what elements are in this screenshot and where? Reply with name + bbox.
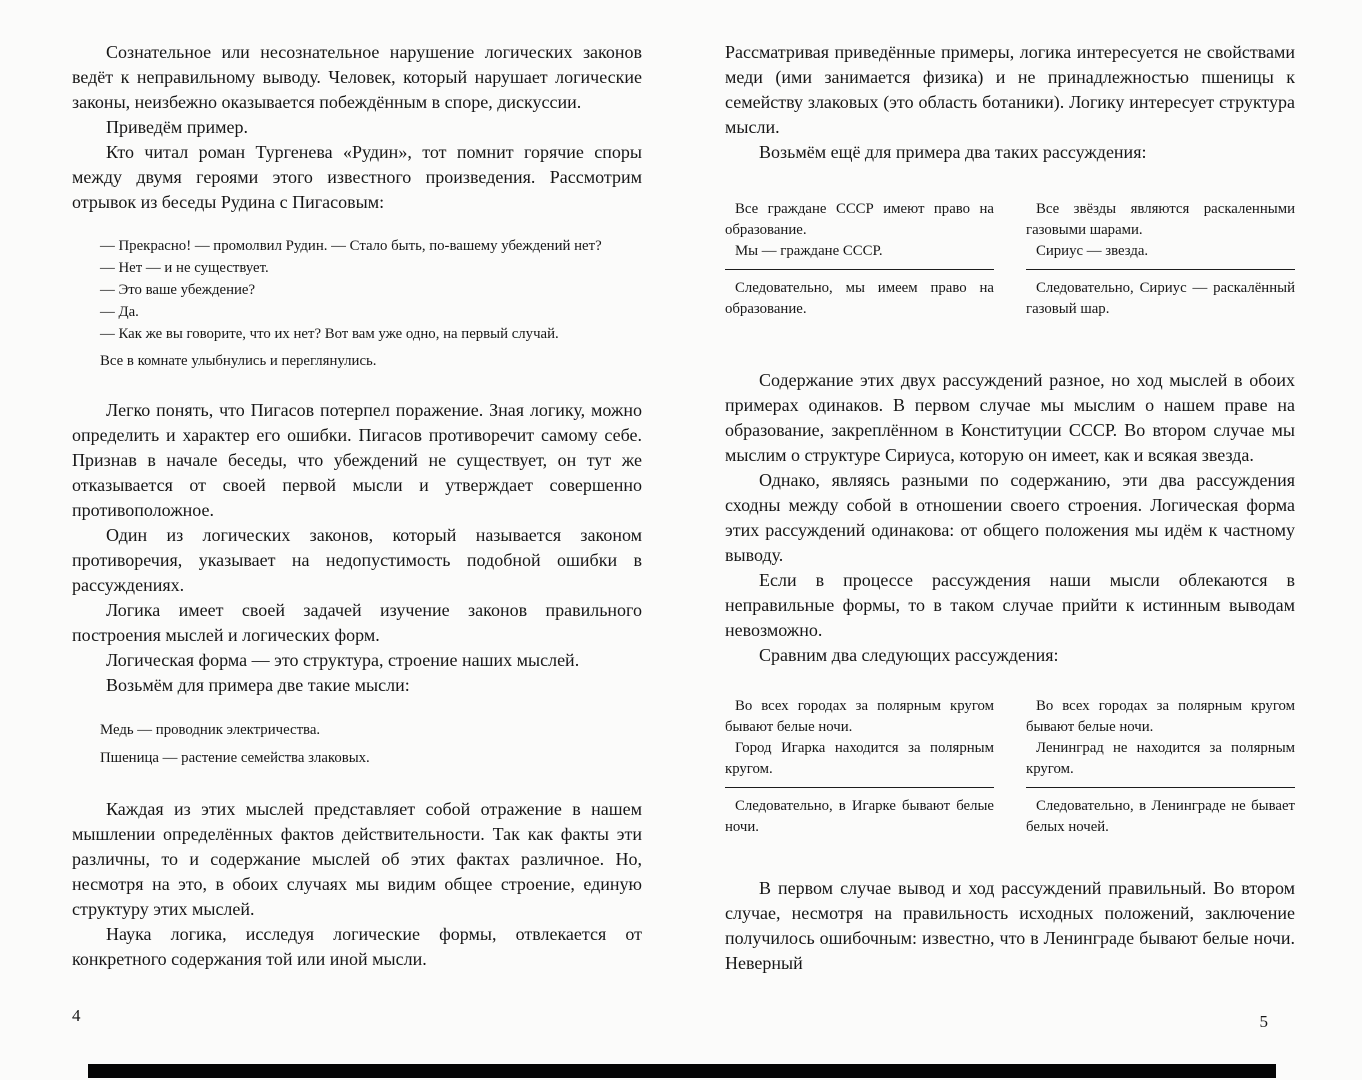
premise: Все граждане СССР имеют право на образование. — [725, 201, 994, 238]
inference-line — [725, 269, 994, 270]
inference-line — [725, 787, 994, 788]
syllogism-pair-2 — [725, 696, 1295, 838]
dialogue-line: — Прекрасно! — промолвил Рудин. — Стало быть, по-вашему убеждений нет? — [100, 238, 602, 254]
premise: Город Игарка находится за полярным кругом. — [725, 740, 994, 777]
example-line: Пшеница — растение семейства злаковых. — [100, 750, 370, 766]
paragraph: Один из логических законов, который называется законом противоречия, указывает на недопустимость подобной ошибки в рассуждениях. — [72, 525, 642, 595]
conclusion: Следовательно, в Игарке бывают белые ночи. — [725, 798, 994, 835]
paragraph: Рассматривая приведённые примеры, логика интересуется не свойствами меди (ими занимается физика) и не принадлежностью пшеницы к семейству злаковых (это область ботаники). Логику интересует структура мысли. — [725, 42, 1295, 137]
conclusion: Следовательно, в Ленинграде не бывает белых ночей. — [1026, 798, 1295, 835]
paragraph: Содержание этих двух рассуждений разное, но ход мыслей в обоих примерах одинаков. В первом случае мы мыслим о нашем праве на образование, закреплённом в Конституции СССР. Во втором случае мы мыслим о структуре Сириуса, которую он имеет, как и всякая звезда. — [725, 370, 1295, 465]
paragraph: Возьмём для примера две такие мысли: — [106, 675, 410, 695]
dialogue-line: — Нет — и не существует. — [100, 260, 269, 276]
paragraph: Каждая из этих мыслей представляет собой отражение в нашем мышлении определённых фактов действительности. Так как факты эти различны, то и содержание мыслей об этих фактах различное. Но, несмотря на это, в обоих случаях мы видим общее строение, единую структуру этих мыслей. — [72, 799, 642, 919]
syllogism-sirius — [1026, 199, 1295, 320]
paragraph: Логика имеет своей задачей изучение законов правильного построения мыслей и логических форм. — [72, 600, 642, 645]
syllogism-pair-1 — [725, 199, 1295, 320]
paragraph: Сравним два следующих рассуждения: — [759, 645, 1059, 665]
dialogue-line: — Как же вы говорите, что их нет? Вот вам уже одно, на первый случай. — [100, 326, 559, 342]
page-number-right: 5 — [1259, 1012, 1268, 1031]
dialogue-excerpt — [100, 235, 636, 372]
example-line: Медь — проводник электричества. — [100, 722, 321, 738]
paragraph: Однако, являясь разными по содержанию, эти два рассуждения сходны между собой в отношении своего строения. Логическая форма этих рассуждений одинакова: от общего положения мы идём к частному выводу. — [725, 470, 1295, 565]
paragraph: Логическая форма — это структура, строение наших мыслей. — [106, 650, 580, 670]
page-right — [725, 40, 1295, 976]
paragraph: Возьмём ещё для примера два таких рассуждения: — [759, 142, 1147, 162]
paragraph: Кто читал роман Тургенева «Рудин», тот помнит горячие споры между двумя героями этого известного произведения. Рассмотрим отрывок из беседы Рудина с Пигасовым: — [72, 142, 642, 212]
dialogue-line: — Да. — [100, 304, 139, 320]
paragraph: Приведём пример. — [106, 117, 248, 137]
paragraph: Легко понять, что Пигасов потерпел поражение. Зная логику, можно определить и характер его ошибки. Пигасов противоречит самому себе. Признав в начале беседы, что убеждений не существует, он тут же отказывается от своей первой мысли и утверждает совершенно противоположное. — [72, 400, 642, 520]
syllogism-leningrad — [1026, 696, 1295, 838]
page-left — [72, 40, 642, 976]
premise: Мы — граждане СССР. — [735, 243, 883, 259]
inference-line — [1026, 269, 1295, 270]
premise: Во всех городах за полярным кругом бывают белые ночи. — [725, 698, 994, 735]
paragraph: Сознательное или несознательное нарушение логических законов ведёт к неправильному выводу. Человек, который нарушает логические законы, неизбежно оказывается побеждённым в споре, дискуссии. — [72, 42, 642, 112]
inference-line — [1026, 787, 1295, 788]
dialogue-narration: Все в комнате улыбнулись и переглянулись. — [100, 353, 377, 369]
paragraph: В первом случае вывод и ход рассуждений правильный. Во втором случае, несмотря на правильность исходных положений, заключение получилось ошибочным: известно, что в Ленинграде бывают белые ночи. Неверный — [725, 878, 1295, 973]
premise: Сириус — звезда. — [1036, 243, 1149, 259]
example-statements — [100, 720, 642, 769]
premise: Во всех городах за полярным кругом бывают белые ночи. — [1026, 698, 1295, 735]
premise: Все звёзды являются раскаленными газовыми шарами. — [1026, 201, 1295, 238]
paragraph: Наука логика, исследуя логические формы, отвлекается от конкретного содержания той или иной мысли. — [72, 924, 642, 969]
scan-edge-bar — [88, 1064, 1276, 1078]
page-number-left: 4 — [72, 1006, 81, 1025]
conclusion: Следовательно, Сириус — раскалённый газовый шар. — [1026, 280, 1295, 317]
syllogism-igarka — [725, 696, 994, 838]
paragraph: Если в процессе рассуждения наши мысли облекаются в неправильные формы, то в таком случае прийти к истинным выводам невозможно. — [725, 570, 1295, 640]
premise: Ленинград не находится за полярным кругом. — [1026, 740, 1295, 777]
conclusion: Следовательно, мы имеем право на образование. — [725, 280, 994, 317]
syllogism-education — [725, 199, 994, 320]
dialogue-line: — Это ваше убеждение? — [100, 282, 256, 298]
